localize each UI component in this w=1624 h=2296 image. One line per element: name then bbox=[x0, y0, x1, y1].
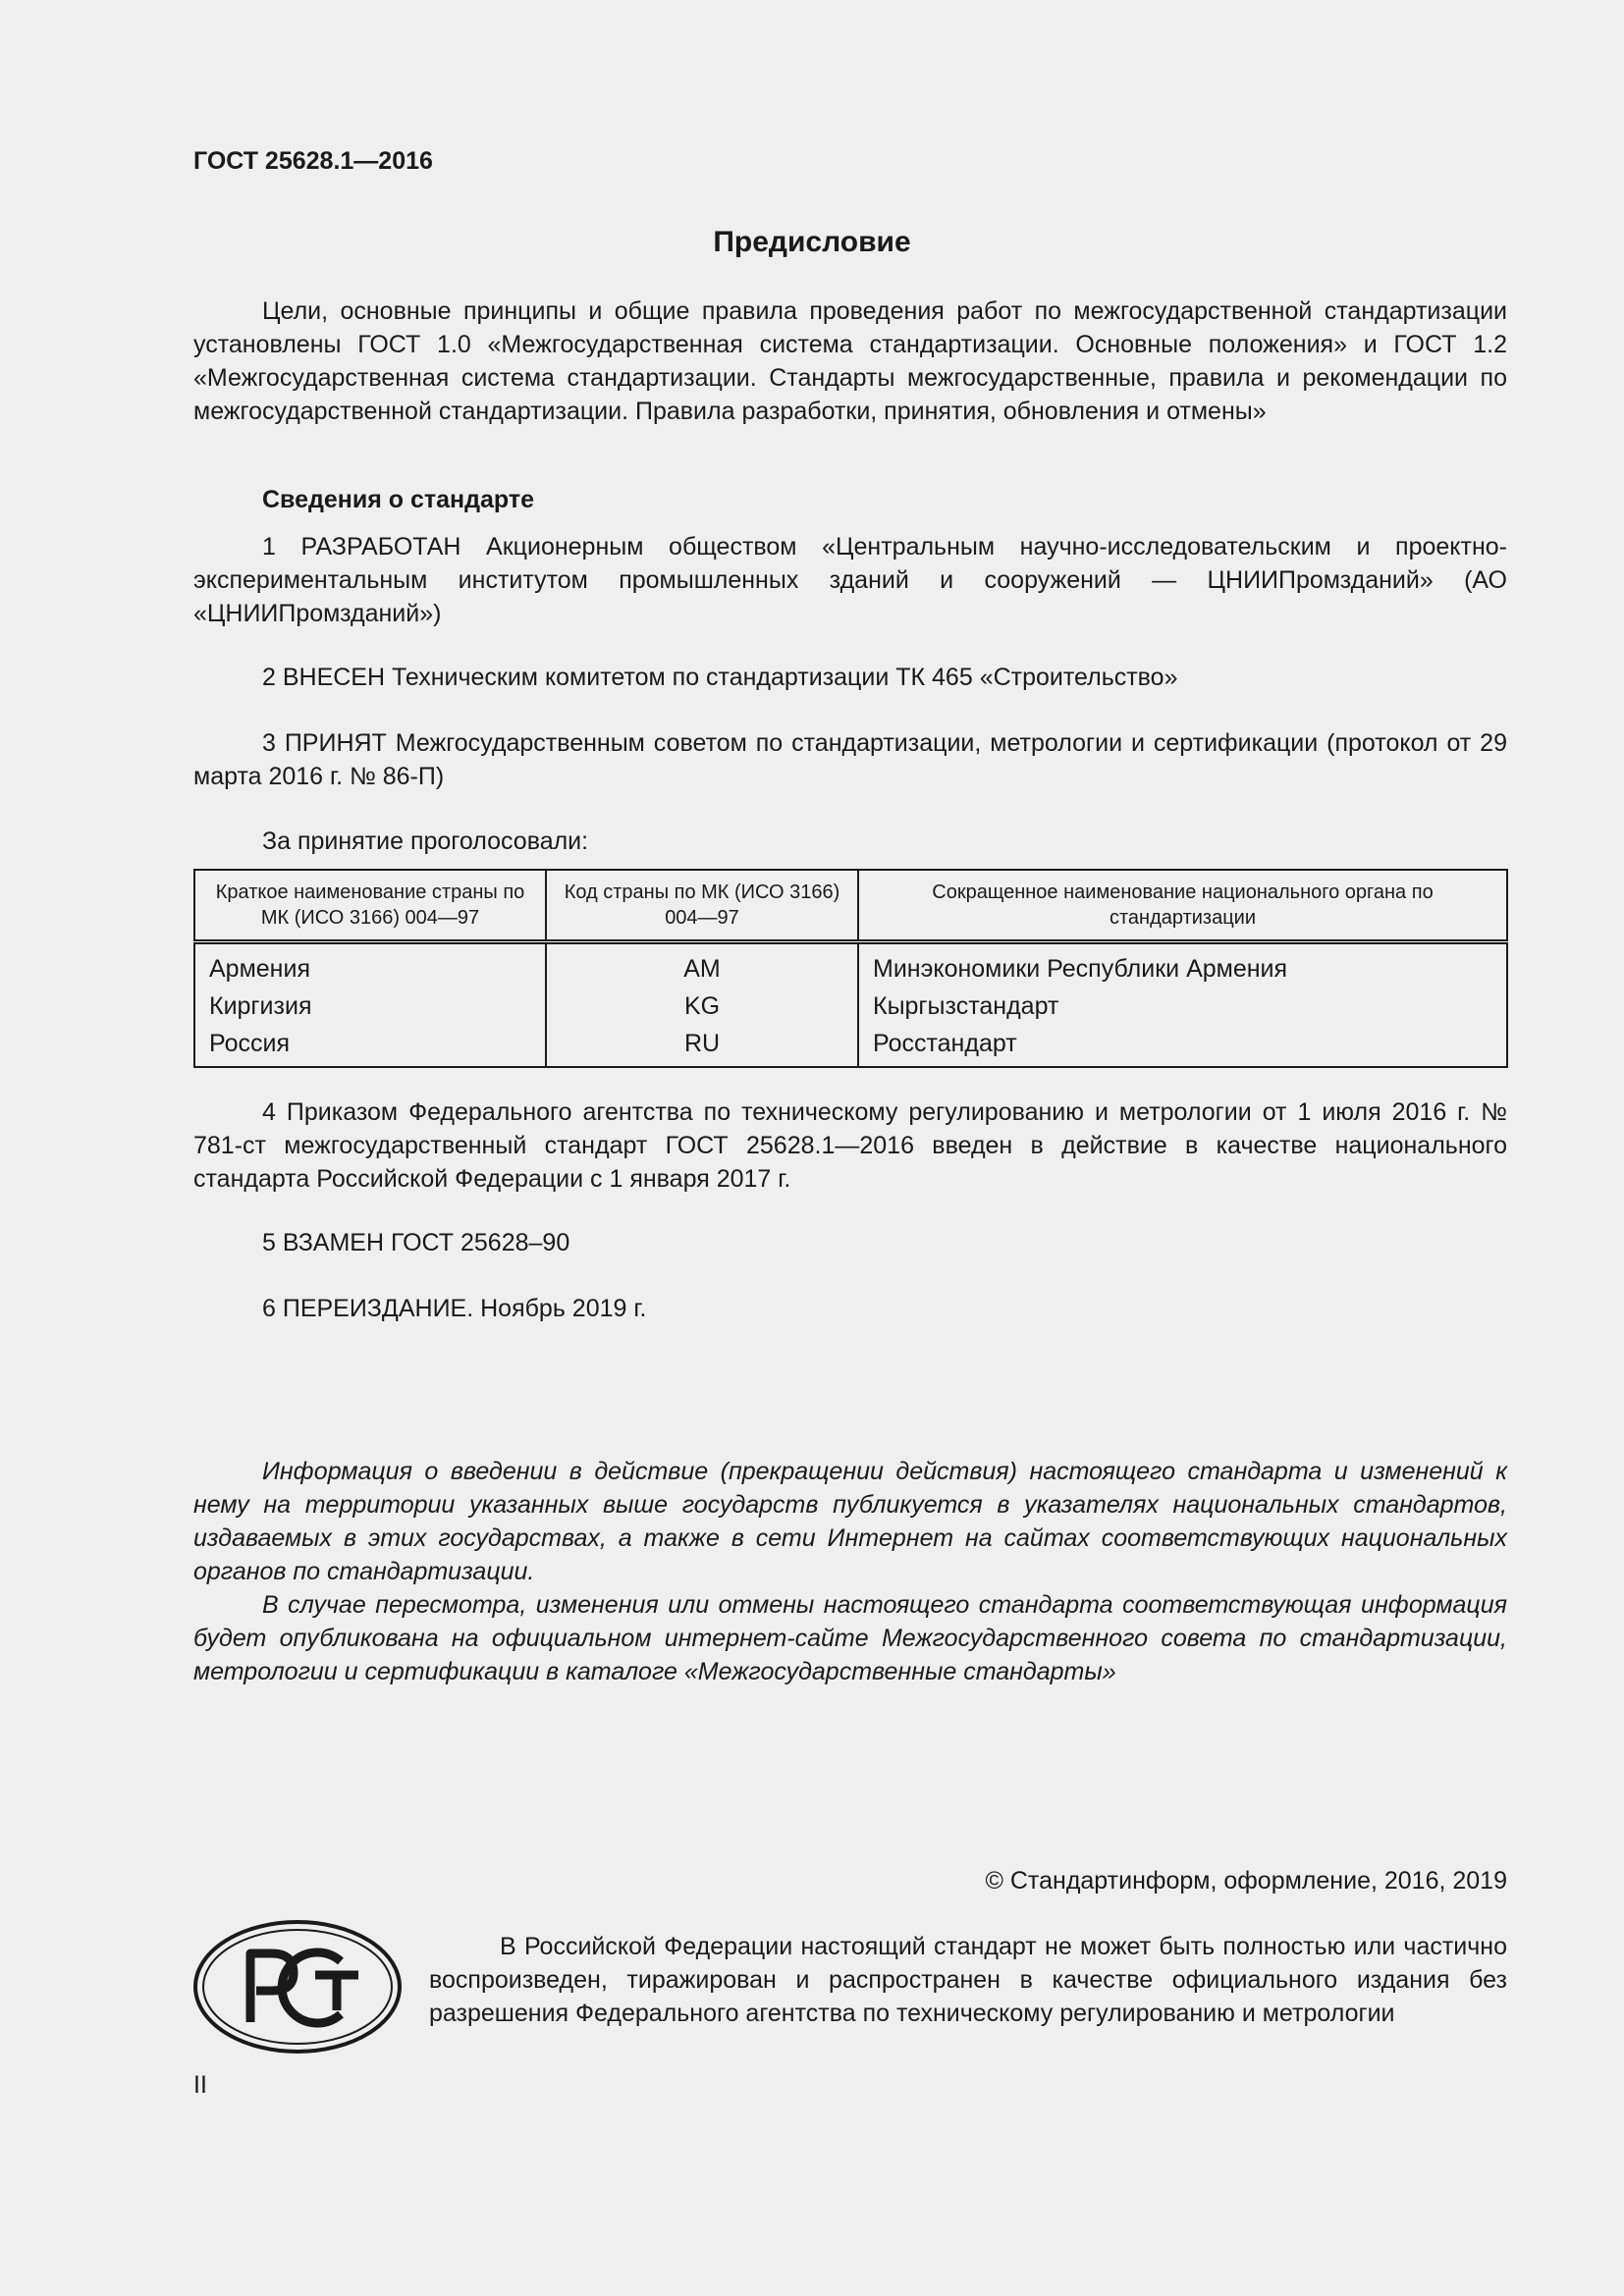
notice-paragraph-revision: В случае пересмотра, изменения или отмены настоящего стандарта соответствующая информация будет опубликована на официальном интернет-сайте Межгосударственного совета по стандартизации, метрологии и сертификации в каталоге «Межгосударственные стандарты» bbox=[193, 1591, 1507, 1685]
cell-country: Армения bbox=[194, 942, 546, 988]
item-reissue: 6 ПЕРЕИЗДАНИЕ. Ноябрь 2019 г. bbox=[262, 1295, 647, 1322]
header-code: Код страны по МК (ИСО 3166) 004—97 bbox=[546, 870, 858, 942]
page-title: Предисловие bbox=[713, 226, 911, 258]
cell-body: Росстандарт bbox=[858, 1025, 1507, 1067]
item-replaces: 5 ВЗАМЕН ГОСТ 25628–90 bbox=[262, 1229, 570, 1256]
rst-logo-icon bbox=[193, 1920, 402, 2054]
item-adopted: 3 ПРИНЯТ Межгосударственным советом по стандартизации, метрологии и сертификации (протокол от 29 марта 2016 г. № 86-П) bbox=[193, 729, 1507, 790]
table-row bbox=[194, 988, 1507, 1025]
item-order: 4 Приказом Федерального агентства по техническому регулированию и метрологии от 1 июля 2016 г. № 781-ст межгосударственный стандарт ГОСТ 25628.1—2016 введен в действие в качестве национального стандарта Российской Федерации с 1 января 2017 г. bbox=[193, 1098, 1507, 1193]
item-developed: 1 РАЗРАБОТАН Акционерным обществом «Центральным научно-исследовательским и проектно-экспериментальным институтом промышленных зданий и сооружений — ЦНИИПромзданий» (АО «ЦНИИПромзданий») bbox=[193, 533, 1507, 627]
page-number: II bbox=[193, 2071, 207, 2099]
header-body: Сокращенное наименование национального органа по стандартизации bbox=[858, 870, 1507, 942]
rights-notice: В Российской Федерации настоящий стандарт не может быть полностью или частично воспроизведен, тиражирован и распространен в качестве официального издания без разрешения Федерального агентства по техническому регулированию и метрологии bbox=[429, 1933, 1507, 2027]
cell-country: Россия bbox=[194, 1025, 546, 1067]
cell-code: AM bbox=[546, 942, 858, 988]
table-row bbox=[194, 1025, 1507, 1067]
cell-country: Киргизия bbox=[194, 988, 546, 1025]
intro-paragraph: Цели, основные принципы и общие правила проведения работ по межгосударственной стандартизации установлены ГОСТ 1.0 «Межгосударственная система стандартизации. Основные положения» и ГОСТ 1.2 «Межгосударственная система стандартизации. Стандарты межгосударственные, правила и рекомендации по межгосударственной стандартизации. Правила разработки, принятия, обновления и отмены» bbox=[193, 297, 1507, 425]
table-header-row bbox=[194, 870, 1507, 942]
cell-code: RU bbox=[546, 1025, 858, 1067]
item-introduced: 2 ВНЕСЕН Техническим комитетом по стандартизации ТК 465 «Строительство» bbox=[262, 664, 1178, 691]
cell-body: Минэкономики Республики Армения bbox=[858, 942, 1507, 988]
cell-body: Кыргызстандарт bbox=[858, 988, 1507, 1025]
voting-table bbox=[193, 869, 1508, 1068]
table-row bbox=[194, 942, 1507, 988]
cell-code: KG bbox=[546, 988, 858, 1025]
voted-label: За принятие проголосовали: bbox=[262, 828, 589, 855]
notice-paragraph: Информация о введении в действие (прекращении действия) настоящего стандарта и изменений к нему на территории указанных выше государств публикуется в указателях национальных стандартов, издаваемых в этих государствах, а также в сети Интернет на сайтах соответствующих национальных органов по стандартизации. bbox=[193, 1458, 1507, 1585]
section-heading: Сведения о стандарте bbox=[262, 486, 535, 513]
header-country: Краткое наименование страны по МК (ИСО 3166) 004—97 bbox=[194, 870, 546, 942]
document-code: ГОСТ 25628.1—2016 bbox=[193, 147, 433, 175]
copyright-line: © Стандартинформ, оформление, 2016, 2019 bbox=[985, 1867, 1507, 1895]
